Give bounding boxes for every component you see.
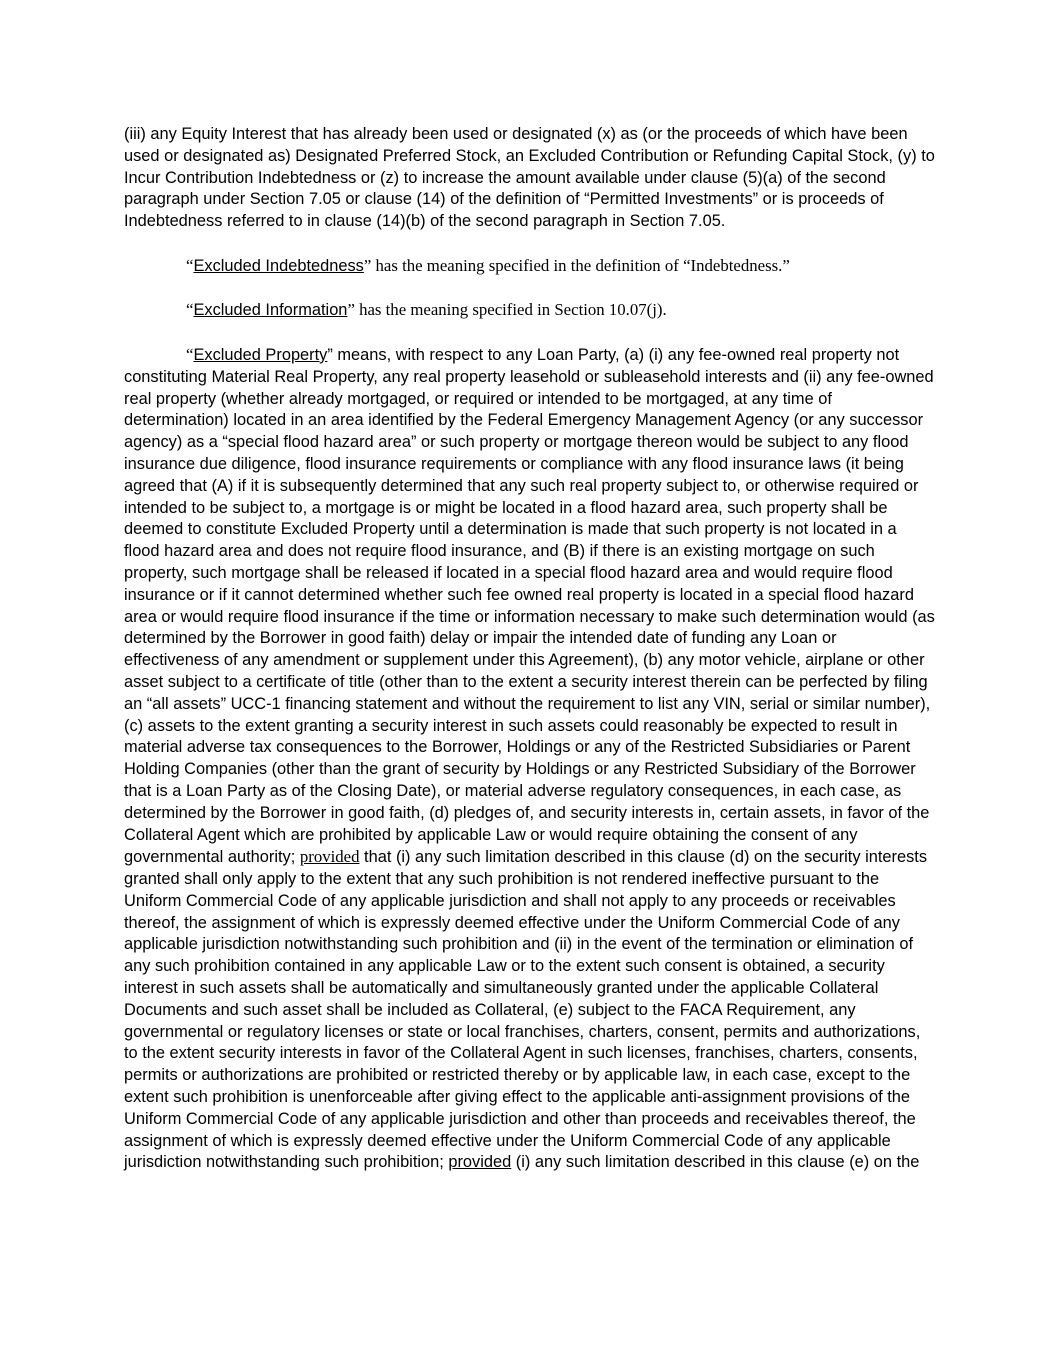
definition-text: ” has the meaning specified in the definition of “Indebtedness.”	[363, 255, 790, 275]
paragraph-equity-interest-clause: (iii) any Equity Interest that has already been used or designated (x) as (or the proceeds of which have been used or designated as) Designated Preferred Stock, an Excluded Contribution or Refunding Capital Stock, (y) to Incur Contribution Indebtedness or (z) to increase the amount available under clause (5)(a) of the second paragraph under Section 7.05 or clause (14) of the definition of “Permitted Investments” or is proceeds of Indebtedness referred to in clause (14)(b) of the second paragraph in Section 7.05.	[124, 125, 935, 231]
definition-excluded-indebtedness	[124, 255, 936, 278]
definition-excluded-property	[124, 344, 936, 1174]
definition-text: ” has the meaning specified in Section 10.07(j).	[347, 300, 667, 320]
definition-text-part-2: that (i) any such limitation described in this clause (d) on the security interests granted shall only apply to the extent that any such prohibition is not rendered ineffective pursuant to the Uniform Commercial Code of any applicable jurisdiction and shall not apply to any proceeds or receivables thereof, the assignment of which is expressly deemed effective under the Uniform Commercial Code of any applicable jurisdiction notwithstanding such prohibition and (ii) in the event of the termination or elimination of any such prohibition contained in any applicable Law or to the extent such consent is obtained, a security interest in such assets shall be automatically and simultaneously granted under the applicable Collateral Documents and such asset shall be included as Collateral, (e) subject to the FACA Requirement, any governmental or regulatory licenses or state or local franchises, charters, consent, permits and authorizations, to the extent security interests in favor of the Collateral Agent in such licenses, franchises, charters, consents, permits or authorizations are prohibited or restricted thereby or by applicable law, in each case, except to the extent such prohibition is unenforceable after giving effect to the applicable anti-assignment provisions of the Uniform Commercial Code of any applicable jurisdiction and other than proceeds and receivables thereof, the assignment of which is expressly deemed effective under the Uniform Commercial Code of any applicable jurisdiction notwithstanding such prohibition;	[124, 848, 928, 1172]
defined-term-excluded-indebtedness: Excluded Indebtedness	[193, 256, 364, 275]
definition-text-part-3: (i) any such limitation described in this clause (e) on the	[511, 1153, 920, 1172]
proviso-term-1: provided	[299, 847, 360, 867]
definition-excluded-information	[124, 299, 936, 322]
document-page	[124, 124, 936, 1196]
open-quote: “	[186, 255, 194, 275]
defined-term-excluded-information: Excluded Information	[193, 301, 348, 320]
open-quote: “	[186, 300, 194, 320]
defined-term-excluded-property: Excluded Property	[193, 345, 328, 364]
open-quote: “	[186, 344, 194, 364]
definition-text-part-1: ” means, with respect to any Loan Party, (a) (i) any fee-owned real property not constituting Material Real Property, any real property leasehold or subleasehold interests and (ii) any fee-owned real property (whether already mortgaged, or required or intended to be mortgaged, at any time of determination) located in an area identified by the Federal Emergency Management Agency (or any successor agency) as a “special flood hazard area” or such property or mortgage thereon would be subject to any flood insurance due diligence, flood insurance requirements or compliance with any flood insurance laws (it being agreed that (A) if it is subsequently determined that any such real property subject to, or otherwise required or intended to be subject to, a mortgage is or might be located in a flood hazard area, such property shall be deemed to constitute Excluded Property until a determination is made that such property is not located in a flood hazard area and does not require flood insurance, and (B) if there is an existing mortgage on such property, such mortgage shall be released if located in a special flood hazard area and would require flood insurance or if it cannot determined whether such fee owned real property is located in a special flood hazard area or would require flood insurance if the time or information necessary to make such determination would (as determined by the Borrower in good faith) delay or impair the intended date of funding any Loan or effectiveness of any amendment or supplement under this Agreement), (b) any motor vehicle, airplane or other asset subject to a certificate of title (other than to the extent a security interest therein can be perfected by filing an “all assets” UCC-1 financing statement and without the requirement to list any VIN, serial or similar number), (c) assets to the extent granting a security interest in such assets could reasonably be expected to result in material adverse tax consequences to the Borrower, Holdings or any of the Restricted Subsidiaries or Parent Holding Companies (other than the grant of security by Holdings or any Restricted Subsidiary of the Borrower that is a Loan Party as of the Closing Date), or material adverse regulatory consequences, in each case, as determined by the Borrower in good faith, (d) pledges of, and security interests in, certain assets, in favor of the Collateral Agent which are prohibited by applicable Law or would require obtaining the consent of any governmental authority;	[124, 345, 935, 867]
proviso-term-2: provided	[448, 1153, 512, 1172]
